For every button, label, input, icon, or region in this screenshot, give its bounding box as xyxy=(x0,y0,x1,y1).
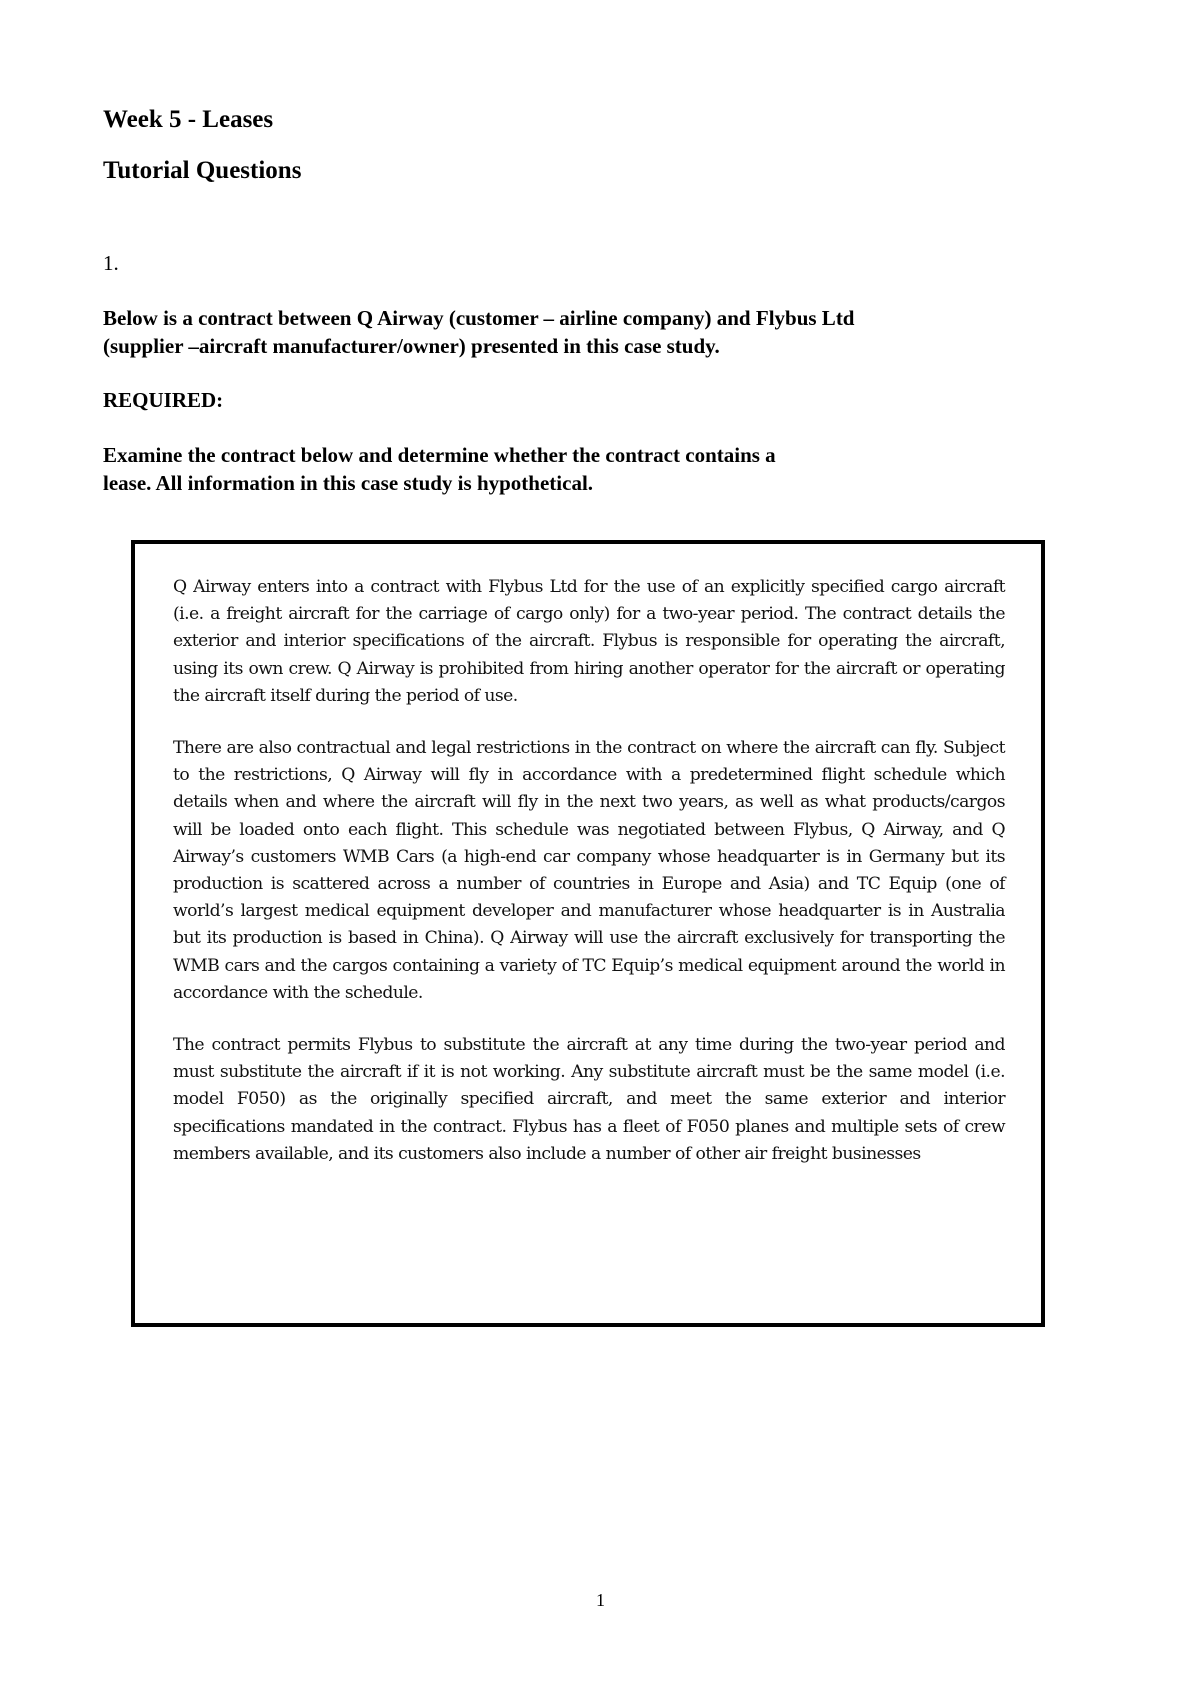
intro-line-2: (supplier –aircraft manufacturer/owner) presented in this case study. xyxy=(103,334,720,358)
case-paragraph-3: The contract permits Flybus to substitute the aircraft at any time during the two-year period and must substitute the aircraft if it is not working. Any substitute aircraft must be the same model (i.e. model F050) as the originally specified aircraft, and meet the same exterior and interior specifications mandated in the contract. Flybus has a fleet of F050 planes and multiple sets of crew members available, and its customers also include a number of other air freight businesses xyxy=(173,1035,1005,1164)
case-paragraph-1: Q Airway enters into a contract with Flybus Ltd for the use of an explicitly specified cargo aircraft (i.e. a freight aircraft for the carriage of cargo only) for a two-year period. The contract details the exterior and interior specifications of the aircraft. Flybus is responsible for operating the aircraft, using its own crew. Q Airway is prohibited from hiring another operator for the aircraft or operating the aircraft itself during the period of use. xyxy=(173,577,1005,706)
case-paragraph-2: There are also contractual and legal restrictions in the contract on where the aircraft can fly. Subject to the restrictions, Q Airway will fly in accordance with a predetermined flight schedule which details when and where the aircraft will fly in the next two years, as well as what products/cargos will be loaded onto each flight. This schedule was negotiated between Flybus, Q Airway, and Q Airway’s customers WMB Cars (a high-end car company whose headquarter is in Germany but its production is scattered across a number of countries in Europe and Asia) and TC Equip (one of world’s largest medical equipment developer and manufacturer whose headquarter is in Australia but its production is based in China). Q Airway will use the aircraft exclusively for transporting the WMB cars and the cargos containing a variety of TC Equip’s medical equipment around the world in accordance with the schedule. xyxy=(173,738,1005,1003)
page-number: 1 xyxy=(596,1590,605,1610)
page-subtitle: Tutorial Questions xyxy=(103,157,302,184)
case-study-box xyxy=(131,540,1045,1327)
required-label: REQUIRED: xyxy=(103,388,224,412)
examine-line-2: lease. All information in this case study is hypothetical. xyxy=(103,471,594,495)
question-number: 1. xyxy=(103,251,119,275)
case-study-text xyxy=(173,574,1005,1193)
intro-line-1: Below is a contract between Q Airway (customer – airline company) and Flybus Ltd xyxy=(103,306,855,330)
examine-line-1: Examine the contract below and determine whether the contract contains a xyxy=(103,443,776,467)
page-title: Week 5 - Leases xyxy=(103,106,274,133)
